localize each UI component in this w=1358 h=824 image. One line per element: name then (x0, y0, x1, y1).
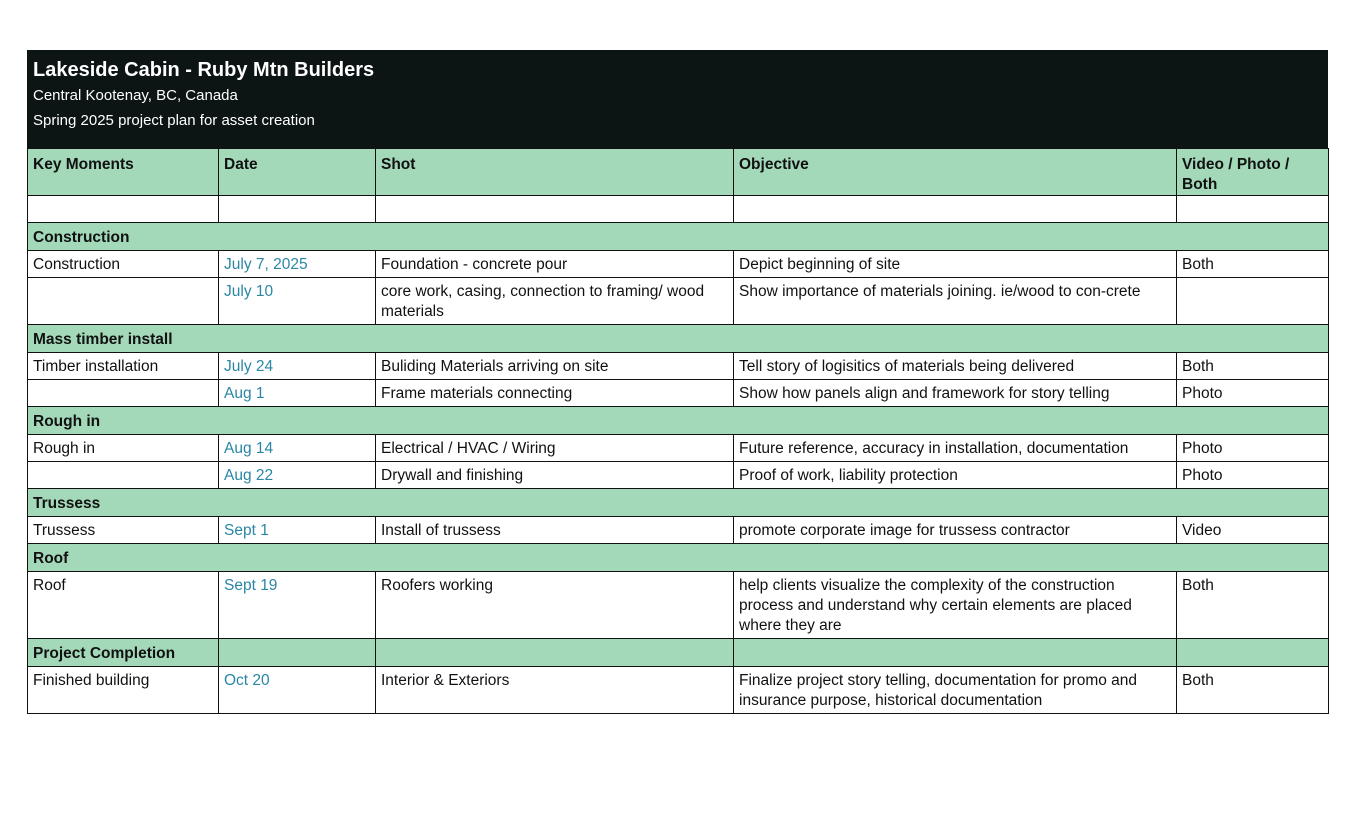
objective-cell: Show importance of materials joining. ie/wood to con-crete (734, 278, 1177, 325)
date-cell: Aug 22 (219, 462, 376, 489)
shot-cell: Interior & Exteriors (376, 667, 734, 714)
section-label: Trussess (28, 489, 1329, 517)
objective-cell: Tell story of logisitics of materials being delivered (734, 353, 1177, 380)
table-row (28, 435, 1329, 462)
shot-cell: Roofers working (376, 572, 734, 639)
objective-cell: help clients visualize the complexity of the construction process and understand why certain elements are placed where they are (734, 572, 1177, 639)
media-type-cell: Both (1177, 251, 1329, 278)
date-cell: Aug 14 (219, 435, 376, 462)
key-moment-cell: Finished building (28, 667, 219, 714)
key-moment-cell (28, 462, 219, 489)
media-type-cell: Photo (1177, 380, 1329, 407)
section-row-roof (28, 544, 1329, 572)
objective-cell: Depict beginning of site (734, 251, 1177, 278)
table-cell (734, 639, 1177, 667)
table-header-row (28, 149, 1329, 196)
table-row (28, 251, 1329, 278)
objective-cell: promote corporate image for trussess contractor (734, 517, 1177, 544)
objective-cell: Proof of work, liability protection (734, 462, 1177, 489)
shot-plan-table (27, 148, 1329, 714)
section-label: Roof (28, 544, 1329, 572)
objective-cell: Show how panels align and framework for story telling (734, 380, 1177, 407)
key-moment-cell (28, 278, 219, 325)
table-cell (28, 196, 219, 223)
date-cell: Sept 19 (219, 572, 376, 639)
table-row (28, 517, 1329, 544)
table-row (28, 572, 1329, 639)
project-plan-sheet (27, 50, 1328, 714)
project-location: Central Kootenay, BC, Canada (33, 87, 238, 104)
table-cell (219, 639, 376, 667)
date-cell: July 7, 2025 (219, 251, 376, 278)
column-header-media-type: Video / Photo / Both (1177, 149, 1329, 196)
blank-row (28, 196, 1329, 223)
date-cell: July 24 (219, 353, 376, 380)
section-row-rough-in (28, 407, 1329, 435)
column-header-shot: Shot (376, 149, 734, 196)
date-cell: Oct 20 (219, 667, 376, 714)
section-label: Project Completion (28, 639, 219, 667)
project-title: Lakeside Cabin - Ruby Mtn Builders (33, 59, 375, 81)
title-banner (27, 50, 1328, 148)
shot-cell: Electrical / HVAC / Wiring (376, 435, 734, 462)
table-row (28, 278, 1329, 325)
section-row-trussess (28, 489, 1329, 517)
key-moment-cell: Roof (28, 572, 219, 639)
column-header-date: Date (219, 149, 376, 196)
section-row-mass-timber-install (28, 325, 1329, 353)
table-cell (1177, 639, 1329, 667)
table-row (28, 462, 1329, 489)
section-row-construction (28, 223, 1329, 251)
section-label: Mass timber install (28, 325, 1329, 353)
section-label: Construction (28, 223, 1329, 251)
objective-cell: Finalize project story telling, documentation for promo and insurance purpose, historical documentation (734, 667, 1177, 714)
media-type-cell: Photo (1177, 435, 1329, 462)
project-subtitle: Spring 2025 project plan for asset creation (33, 112, 315, 129)
key-moment-cell: Timber installation (28, 353, 219, 380)
date-cell: Aug 1 (219, 380, 376, 407)
table-row (28, 380, 1329, 407)
key-moment-cell: Rough in (28, 435, 219, 462)
table-cell (219, 196, 376, 223)
column-header-objective: Objective (734, 149, 1177, 196)
shot-cell: Drywall and finishing (376, 462, 734, 489)
shot-cell: Install of trussess (376, 517, 734, 544)
media-type-cell: Both (1177, 572, 1329, 639)
date-cell: July 10 (219, 278, 376, 325)
key-moment-cell: Construction (28, 251, 219, 278)
section-label: Rough in (28, 407, 1329, 435)
objective-cell: Future reference, accuracy in installation, documentation (734, 435, 1177, 462)
table-cell (734, 196, 1177, 223)
column-header-key-moments: Key Moments (28, 149, 219, 196)
shot-cell: Buliding Materials arriving on site (376, 353, 734, 380)
shot-cell: core work, casing, connection to framing/ wood materials (376, 278, 734, 325)
shot-cell: Frame materials connecting (376, 380, 734, 407)
key-moment-cell (28, 380, 219, 407)
table-cell (1177, 196, 1329, 223)
table-row (28, 353, 1329, 380)
table-cell (376, 639, 734, 667)
media-type-cell (1177, 278, 1329, 325)
media-type-cell: Both (1177, 353, 1329, 380)
key-moment-cell: Trussess (28, 517, 219, 544)
media-type-cell: Video (1177, 517, 1329, 544)
table-cell (376, 196, 734, 223)
media-type-cell: Both (1177, 667, 1329, 714)
table-row (28, 667, 1329, 714)
date-cell: Sept 1 (219, 517, 376, 544)
media-type-cell: Photo (1177, 462, 1329, 489)
shot-cell: Foundation - concrete pour (376, 251, 734, 278)
section-row-project-completion (28, 639, 1329, 667)
